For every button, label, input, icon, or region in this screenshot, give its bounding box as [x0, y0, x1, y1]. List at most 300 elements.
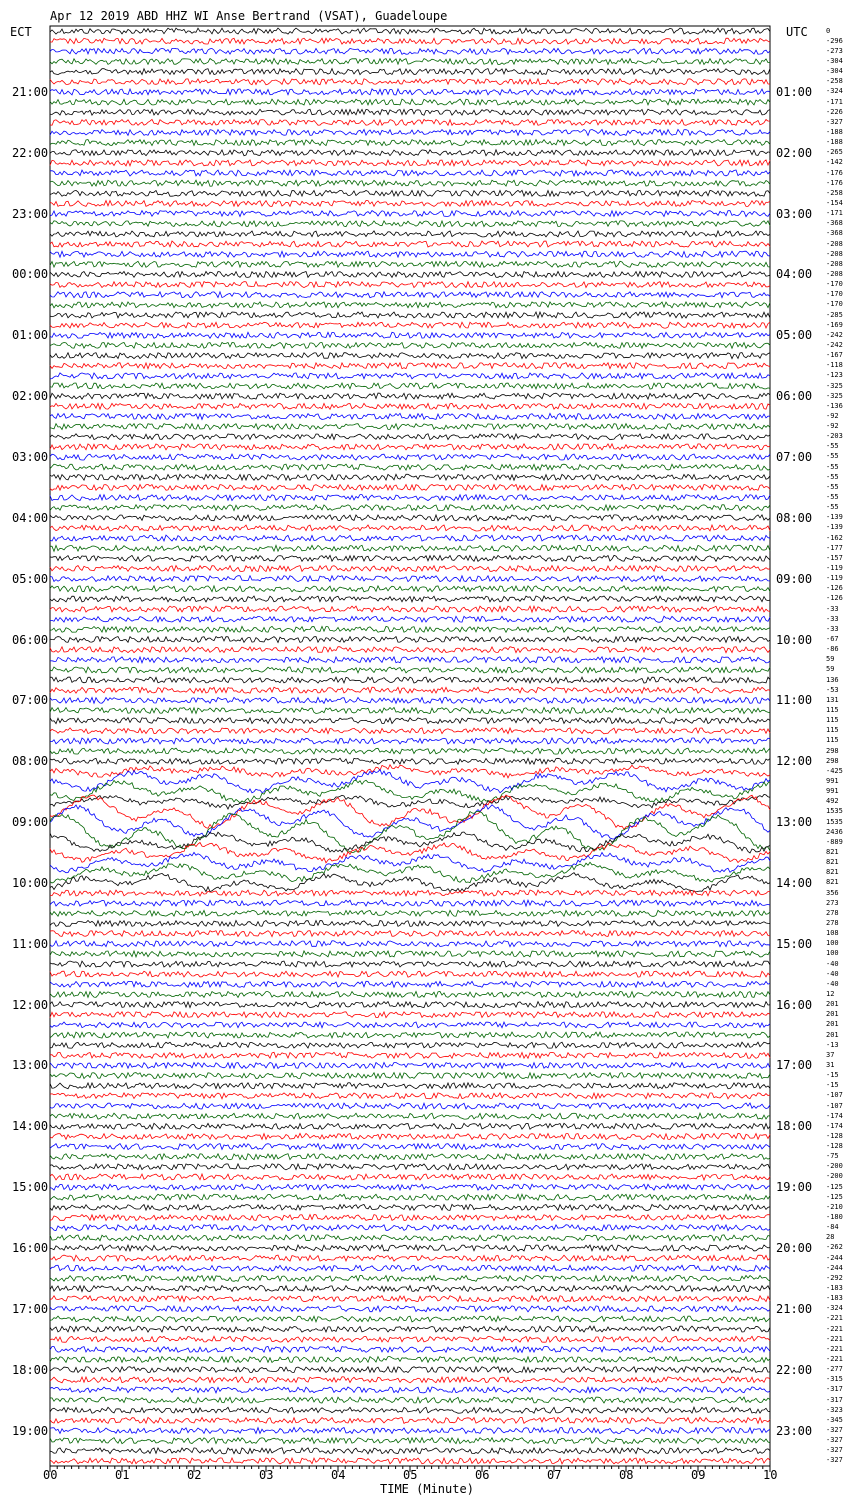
hour-label-right: 10:00 — [776, 632, 813, 647]
hour-label-left: 01:00 — [12, 328, 49, 343]
hour-label-left: 22:00 — [12, 145, 49, 160]
trace-offset-label: 115 — [826, 706, 839, 714]
trace-offset-label: -203 — [826, 432, 843, 441]
trace-offset-label: 12 — [826, 989, 835, 998]
trace-offset-label: 100 — [826, 939, 839, 948]
trace-offset-label: -55 — [826, 503, 839, 512]
trace-offset-label: -15 — [826, 1071, 839, 1080]
seismic-trace — [50, 140, 770, 146]
seismic-trace — [50, 1377, 770, 1383]
trace-offset-label: 136 — [826, 675, 839, 684]
hour-label-left: 14:00 — [12, 1119, 49, 1134]
seismic-trace — [50, 931, 770, 937]
trace-offset-label: -125 — [826, 1192, 843, 1201]
hour-label-left: 13:00 — [12, 1058, 49, 1073]
trace-offset-label: -221 — [826, 1355, 843, 1364]
hour-label-left: 02:00 — [12, 389, 49, 404]
trace-offset-label: -139 — [826, 513, 843, 522]
hour-label-left: 11:00 — [12, 936, 49, 951]
seismic-trace — [50, 951, 770, 957]
trace-offset-label: -13 — [826, 1040, 839, 1049]
seismic-trace — [50, 180, 770, 186]
hour-label-right: 18:00 — [776, 1119, 813, 1134]
seismic-trace — [50, 1275, 770, 1281]
seismic-trace — [50, 606, 770, 612]
x-tick-label: 06 — [475, 1468, 490, 1482]
seismic-trace — [50, 231, 770, 237]
hour-label-right: 17:00 — [776, 1058, 813, 1073]
seismic-trace — [50, 1052, 770, 1058]
hour-label-right: 21:00 — [776, 1301, 813, 1316]
x-tick-label: 08 — [619, 1468, 634, 1482]
hour-label-right: 12:00 — [776, 754, 813, 769]
seismic-trace — [50, 971, 770, 977]
trace-offset-label: -327 — [826, 1456, 843, 1465]
seismic-trace — [50, 1438, 770, 1444]
trace-offset-label: 100 — [826, 949, 839, 958]
x-tick-label: 00 — [43, 1468, 58, 1482]
seismic-trace — [50, 890, 770, 896]
seismic-trace — [50, 647, 770, 653]
trace-offset-label: -40 — [826, 959, 839, 968]
trace-offset-label: 821 — [826, 878, 839, 887]
trace-offset-label: -304 — [826, 56, 843, 65]
trace-offset-label: -167 — [826, 351, 843, 360]
hour-label-right: 07:00 — [776, 449, 813, 464]
trace-offset-label: 356 — [826, 888, 839, 897]
trace-offset-label: -123 — [826, 371, 843, 380]
seismic-trace — [50, 282, 770, 288]
seismic-trace — [50, 1346, 770, 1352]
hour-label-left: 17:00 — [12, 1301, 49, 1316]
seismic-trace — [50, 1448, 770, 1454]
trace-offset-label: -221 — [826, 1314, 843, 1323]
chart-title: Apr 12 2019 ABD HHZ WI Anse Bertrand (VSAT), Guadeloupe — [50, 9, 448, 23]
seismic-trace — [50, 728, 770, 734]
hour-label-right: 15:00 — [776, 936, 813, 951]
hour-label-right: 02:00 — [776, 145, 813, 160]
seismic-trace — [50, 910, 770, 916]
seismic-trace — [50, 79, 770, 85]
seismic-trace — [50, 505, 770, 511]
seismic-trace — [50, 302, 770, 308]
trace-offset-label: -242 — [826, 330, 843, 339]
trace-offset-label: 59 — [826, 655, 835, 664]
seismic-trace — [50, 770, 770, 793]
hour-label-left: 04:00 — [12, 510, 49, 525]
trace-offset-label: 1535 — [826, 807, 843, 816]
hour-label-left: 19:00 — [12, 1423, 49, 1438]
trace-offset-label: 821 — [826, 858, 839, 867]
seismic-trace — [50, 28, 770, 34]
seismic-trace — [50, 1204, 770, 1210]
trace-offset-label: 1535 — [826, 817, 843, 826]
trace-offset-label: -285 — [826, 310, 843, 319]
trace-offset-label: -200 — [826, 1162, 843, 1171]
seismic-trace — [50, 160, 770, 166]
seismic-trace — [50, 586, 770, 592]
trace-offset-label: -169 — [826, 320, 843, 329]
seismic-trace — [50, 1225, 770, 1231]
trace-offset-label: 201 — [826, 1000, 839, 1009]
trace-offset-label: -33 — [826, 624, 839, 633]
seismic-trace — [50, 1103, 770, 1109]
trace-offset-label: -174 — [826, 1111, 843, 1120]
trace-offset-label: 298 — [826, 746, 839, 755]
seismic-trace — [50, 1367, 770, 1373]
left-timezone-label: ECT — [10, 25, 32, 39]
seismic-trace — [50, 765, 770, 778]
seismic-trace — [50, 454, 770, 460]
hour-label-right: 23:00 — [776, 1423, 813, 1438]
x-tick-label: 02 — [187, 1468, 202, 1482]
seismic-trace — [50, 89, 770, 95]
trace-offset-label: -183 — [826, 1294, 843, 1303]
trace-offset-label: -107 — [826, 1091, 843, 1100]
x-tick-label: 07 — [547, 1468, 562, 1482]
seismic-trace — [50, 1012, 770, 1018]
seismic-trace — [50, 812, 770, 853]
seismic-trace — [50, 545, 770, 551]
trace-offset-label: -55 — [826, 442, 839, 451]
seismic-trace — [50, 1357, 770, 1363]
seismic-trace — [50, 272, 770, 278]
seismic-trace — [50, 1255, 770, 1261]
trace-offset-label: -324 — [826, 87, 843, 96]
trace-offset-label: -226 — [826, 107, 843, 116]
hour-label-right: 09:00 — [776, 571, 813, 586]
seismic-trace — [50, 474, 770, 480]
trace-offset-label: -171 — [826, 209, 843, 218]
trace-offset-label: -317 — [826, 1385, 843, 1394]
hour-label-right: 04:00 — [776, 267, 813, 282]
seismic-trace — [50, 1154, 770, 1160]
trace-offset-label: -221 — [826, 1324, 843, 1333]
trace-offset-label: -84 — [826, 1223, 839, 1232]
trace-offset-label: -119 — [826, 574, 843, 583]
seismic-trace — [50, 697, 770, 703]
trace-offset-label: 821 — [826, 868, 839, 877]
trace-offset-label: -177 — [826, 543, 843, 552]
seismic-trace — [50, 1316, 770, 1322]
trace-offset-label: -425 — [826, 766, 843, 775]
seismic-trace — [50, 992, 770, 998]
trace-offset-label: -170 — [826, 290, 843, 299]
trace-offset-label: -292 — [826, 1273, 843, 1282]
seismic-trace — [50, 170, 770, 176]
seismic-trace — [50, 1113, 770, 1119]
trace-offset-label: -258 — [826, 188, 843, 197]
trace-offset-label: 31 — [826, 1060, 835, 1069]
x-tick-label: 03 — [259, 1468, 274, 1482]
trace-offset-label: 201 — [826, 1010, 839, 1019]
trace-offset-label: -277 — [826, 1365, 843, 1374]
seismic-trace — [50, 322, 770, 328]
hour-label-left: 23:00 — [12, 206, 49, 221]
hour-label-right: 13:00 — [776, 815, 813, 830]
seismic-trace — [50, 941, 770, 947]
hour-label-right: 16:00 — [776, 997, 813, 1012]
trace-offset-label: -244 — [826, 1263, 843, 1272]
trace-offset-label: -40 — [826, 969, 839, 978]
seismic-trace — [50, 211, 770, 217]
trace-offset-label: -55 — [826, 452, 839, 461]
trace-offset-label: -244 — [826, 1253, 843, 1262]
trace-offset-label: -258 — [826, 77, 843, 86]
trace-offset-label: -125 — [826, 1182, 843, 1191]
trace-offset-label: -176 — [826, 168, 843, 177]
trace-offset-label: 59 — [826, 665, 835, 674]
seismic-trace — [50, 1083, 770, 1089]
seismic-trace — [50, 413, 770, 419]
trace-offset-label: 28 — [826, 1233, 835, 1242]
trace-offset-label: -142 — [826, 158, 843, 167]
trace-offset-label: 201 — [826, 1020, 839, 1029]
trace-offset-label: -262 — [826, 1243, 843, 1252]
hour-label-left: 03:00 — [12, 449, 49, 464]
seismic-trace — [50, 1042, 770, 1048]
trace-offset-label: -67 — [826, 635, 839, 644]
seismic-trace — [50, 261, 770, 267]
seismic-trace — [50, 1458, 770, 1464]
trace-offset-label: -327 — [826, 1446, 843, 1455]
seismic-trace — [50, 657, 770, 663]
trace-offset-label: -183 — [826, 1284, 843, 1293]
seismic-trace — [50, 1336, 770, 1342]
seismic-trace — [50, 150, 770, 156]
seismic-trace — [50, 1063, 770, 1069]
seismic-trace — [50, 1296, 770, 1302]
seismic-trace — [50, 332, 770, 338]
seismic-trace — [50, 1144, 770, 1150]
hour-label-left: 00:00 — [12, 267, 49, 282]
seismic-trace — [50, 921, 770, 927]
hour-label-right: 06:00 — [776, 389, 813, 404]
trace-offset-label: -126 — [826, 594, 843, 603]
trace-offset-label: -327 — [826, 1426, 843, 1434]
seismic-trace — [50, 292, 770, 298]
seismic-trace — [50, 900, 770, 906]
trace-offset-label: -157 — [826, 553, 843, 562]
seismic-trace — [50, 1123, 770, 1129]
seismic-trace — [50, 312, 770, 318]
seismic-trace — [50, 393, 770, 399]
hour-label-left: 09:00 — [12, 815, 49, 830]
trace-offset-label: -208 — [826, 259, 843, 268]
trace-offset-label: 991 — [826, 776, 839, 785]
seismic-trace — [50, 1184, 770, 1190]
trace-offset-label: 278 — [826, 918, 839, 927]
trace-offset-label: -174 — [826, 1121, 843, 1130]
hour-label-left: 07:00 — [12, 693, 49, 708]
seismic-trace — [50, 795, 770, 829]
trace-offset-label: -273 — [826, 46, 843, 55]
hour-label-left: 15:00 — [12, 1180, 49, 1195]
trace-offset-label: -325 — [826, 381, 843, 390]
seismic-trace — [50, 1265, 770, 1271]
trace-offset-label: -315 — [826, 1375, 843, 1384]
trace-offset-label: -188 — [826, 127, 843, 136]
seismic-trace — [50, 667, 770, 673]
trace-offset-label: -171 — [826, 97, 843, 106]
seismic-trace — [50, 69, 770, 75]
trace-offset-label: 108 — [826, 929, 839, 938]
right-timezone-label: UTC — [786, 25, 808, 39]
seismic-trace — [50, 1286, 770, 1292]
seismic-trace — [50, 626, 770, 632]
trace-offset-label: -92 — [826, 411, 839, 420]
trace-offset-label: -55 — [826, 462, 839, 471]
seismic-trace — [50, 843, 770, 863]
trace-offset-label: -323 — [826, 1405, 843, 1414]
seismic-trace — [50, 738, 770, 744]
seismic-trace — [50, 805, 770, 839]
seismic-trace — [50, 424, 770, 430]
seismic-trace — [50, 484, 770, 490]
trace-offset-label: 201 — [826, 1030, 839, 1039]
trace-offset-label: 298 — [826, 756, 839, 765]
seismic-trace — [50, 981, 770, 987]
seismic-trace — [50, 576, 770, 582]
trace-offset-label: -208 — [826, 269, 843, 278]
seismic-trace — [50, 708, 770, 714]
seismic-trace — [50, 1417, 770, 1423]
seismic-trace — [50, 1002, 770, 1008]
seismic-trace — [50, 780, 770, 803]
seismic-trace — [50, 1407, 770, 1413]
trace-offset-label: 273 — [826, 898, 839, 907]
seismic-trace — [50, 1093, 770, 1099]
trace-offset-label: -92 — [826, 422, 839, 431]
hour-label-right: 22:00 — [776, 1362, 813, 1377]
trace-offset-label: 991 — [826, 787, 839, 796]
hour-label-right: 14:00 — [776, 875, 813, 890]
trace-offset-label: -55 — [826, 472, 839, 481]
trace-offset-label: -221 — [826, 1334, 843, 1343]
seismic-trace — [50, 464, 770, 470]
x-axis-label: TIME (Minute) — [380, 1482, 474, 1496]
trace-offset-label: -325 — [826, 391, 843, 400]
trace-offset-label: -208 — [826, 239, 843, 248]
seismic-trace — [50, 1387, 770, 1393]
trace-offset-label: -119 — [826, 564, 843, 573]
seismic-trace — [50, 495, 770, 501]
seismic-trace — [50, 59, 770, 65]
hour-label-right: 08:00 — [776, 510, 813, 525]
seismic-trace — [50, 718, 770, 724]
hour-label-left: 10:00 — [12, 875, 49, 890]
seismic-trace — [50, 241, 770, 247]
trace-offset-label: -304 — [826, 67, 843, 76]
trace-offset-label: 115 — [826, 726, 839, 735]
trace-offset-label: -221 — [826, 1344, 843, 1353]
seismic-trace — [50, 525, 770, 531]
seismic-trace — [50, 444, 770, 450]
seismic-trace — [50, 535, 770, 541]
hour-label-left: 12:00 — [12, 997, 49, 1012]
trace-offset-label: 821 — [826, 847, 839, 856]
trace-offset-label: -75 — [826, 1152, 839, 1161]
seismic-trace — [50, 221, 770, 227]
seismic-trace — [50, 38, 770, 44]
trace-offset-label: 115 — [826, 736, 839, 745]
trace-offset-label: -208 — [826, 249, 843, 258]
trace-offset-label: -40 — [826, 979, 839, 988]
trace-offset-label: 492 — [826, 797, 839, 806]
trace-offset-label: 278 — [826, 908, 839, 917]
trace-offset-label: 2436 — [826, 827, 843, 836]
seismic-trace — [50, 201, 770, 207]
seismic-trace — [50, 1326, 770, 1332]
trace-offset-label: -368 — [826, 219, 843, 228]
hour-label-left: 06:00 — [12, 632, 49, 647]
x-tick-label: 10 — [763, 1468, 778, 1482]
seismic-trace — [50, 119, 770, 125]
hour-label-right: 11:00 — [776, 693, 813, 708]
trace-offset-label: -55 — [826, 493, 839, 502]
hour-label-left: 18:00 — [12, 1362, 49, 1377]
seismic-trace — [50, 1215, 770, 1221]
x-tick-label: 05 — [403, 1468, 418, 1482]
hour-label-left: 21:00 — [12, 84, 49, 99]
seismic-trace — [50, 1245, 770, 1251]
trace-offset-label: 0 — [826, 26, 831, 35]
seismic-trace — [50, 687, 770, 693]
seismic-trace — [50, 1306, 770, 1312]
seismic-trace — [50, 383, 770, 389]
seismic-trace — [50, 251, 770, 257]
trace-offset-label: -128 — [826, 1142, 843, 1151]
trace-offset-label: -139 — [826, 523, 843, 532]
trace-offset-label: -296 — [826, 36, 843, 45]
trace-offset-label: 131 — [826, 695, 839, 704]
trace-offset-label: -327 — [826, 117, 843, 126]
seismic-trace — [50, 1032, 770, 1038]
trace-offset-label: -128 — [826, 1131, 843, 1140]
seismic-trace — [50, 373, 770, 379]
seismic-trace — [50, 616, 770, 622]
hour-label-right: 19:00 — [776, 1180, 813, 1195]
trace-offset-label: -188 — [826, 138, 843, 147]
seismic-trace — [50, 130, 770, 136]
seismic-trace — [50, 1073, 770, 1079]
x-tick-label: 09 — [691, 1468, 706, 1482]
seismic-trace — [50, 566, 770, 572]
trace-offset-label: -200 — [826, 1172, 843, 1181]
seismic-trace — [50, 363, 770, 369]
trace-offset-label: -33 — [826, 604, 839, 613]
trace-offset-label: -327 — [826, 1436, 843, 1445]
trace-offset-label: -86 — [826, 645, 839, 654]
hour-label-right: 03:00 — [776, 206, 813, 221]
seismic-trace — [50, 555, 770, 561]
seismic-trace — [50, 961, 770, 967]
trace-offset-label: 115 — [826, 716, 839, 725]
seismic-trace — [50, 99, 770, 105]
seismic-trace — [50, 434, 770, 440]
seismic-trace — [50, 873, 770, 892]
trace-offset-label: -324 — [826, 1304, 843, 1313]
seismic-trace — [50, 1174, 770, 1180]
seismic-trace — [50, 1133, 770, 1139]
seismic-trace — [50, 637, 770, 643]
trace-offset-label: -154 — [826, 198, 843, 207]
trace-offset-label: -53 — [826, 685, 839, 694]
trace-offset-label: -368 — [826, 229, 843, 238]
trace-offset-label: -136 — [826, 401, 843, 410]
trace-offset-label: -15 — [826, 1081, 839, 1090]
seismic-trace — [50, 1397, 770, 1403]
